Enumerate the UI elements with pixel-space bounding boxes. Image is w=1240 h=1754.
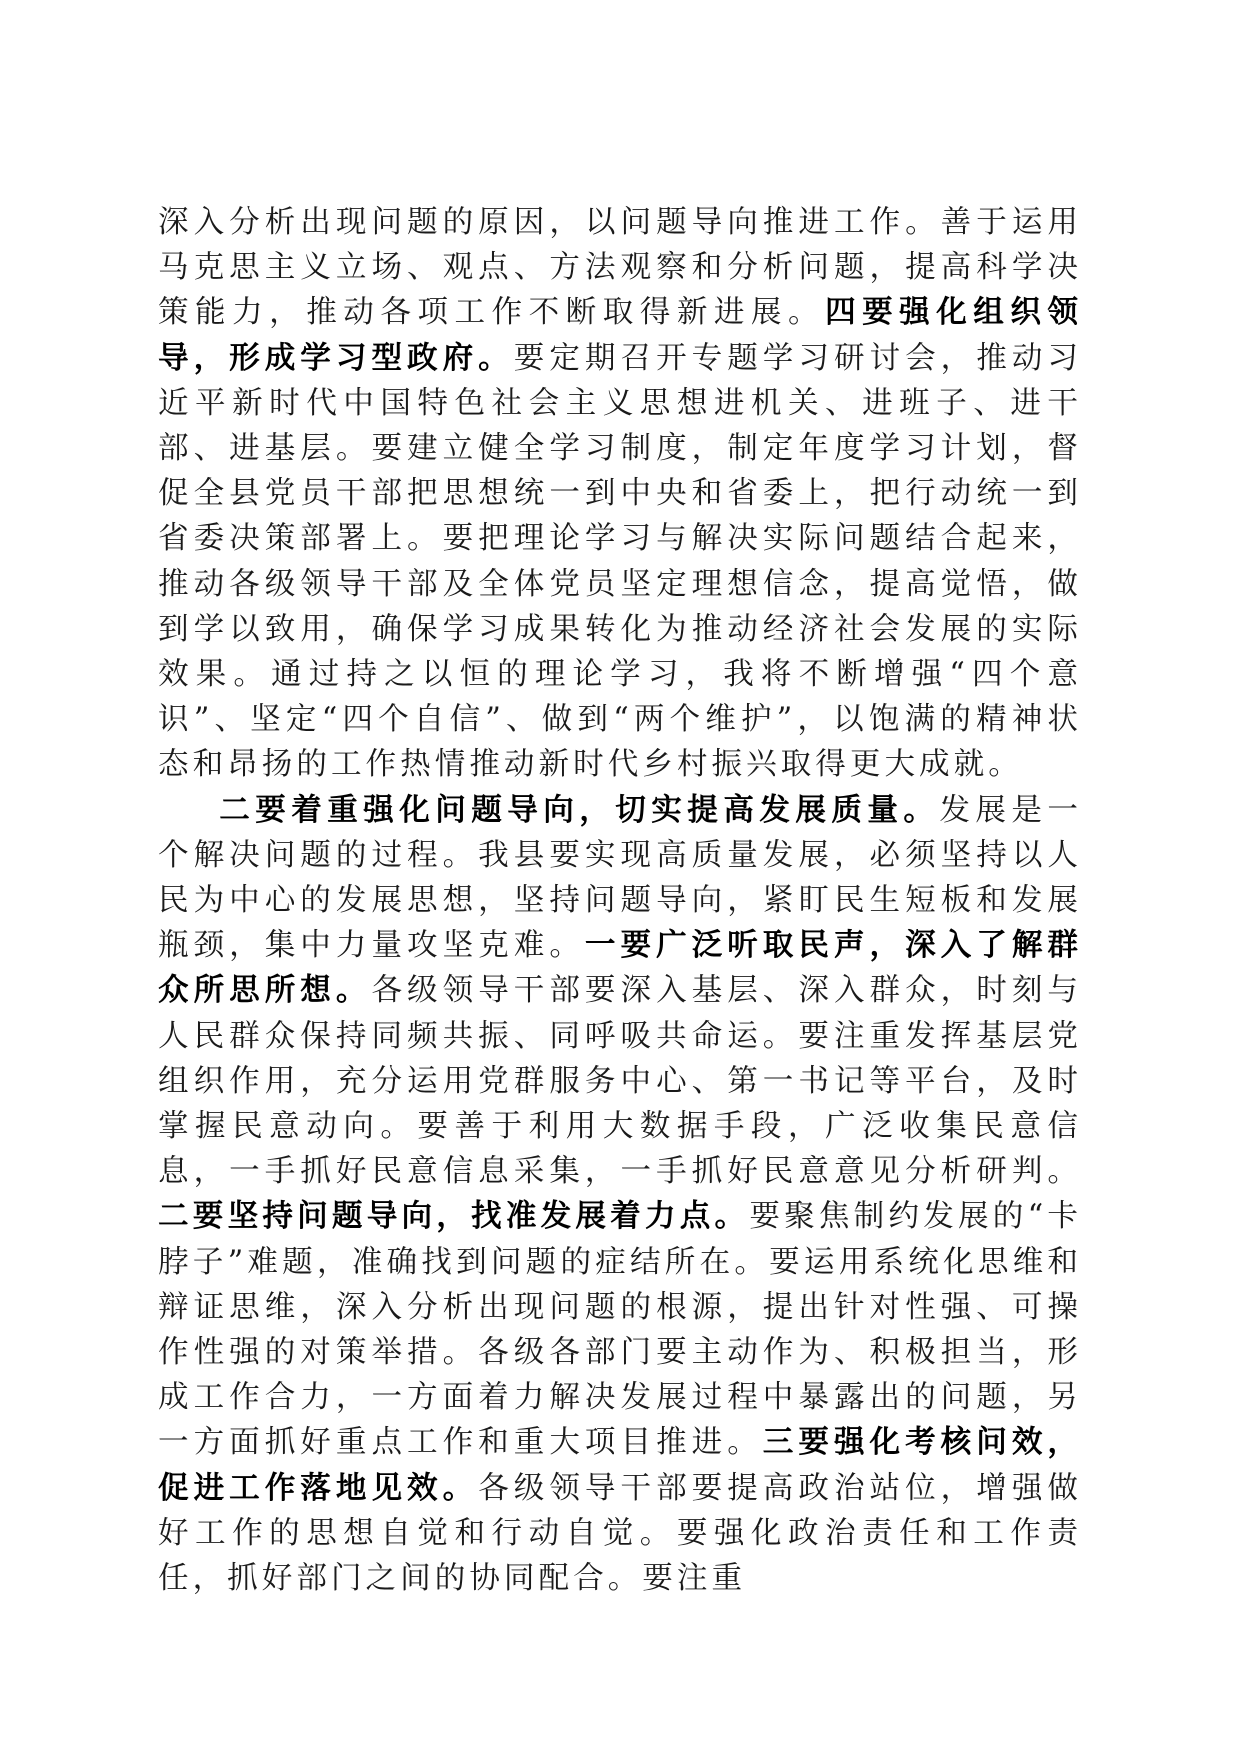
bold-heading: 二要着重强化问题导向，切实提高发展质量。 — [219, 792, 940, 828]
text-segment: 深入分析出现问题的原因，以问题导向推进工作。善于运用马克思主义立场、观点、方法观察和分析问题，提高科学决策能力，推动各项工作不断取得新进展。 — [158, 205, 1082, 331]
bold-heading: 四要强化组织领导，形成学习型政府。 — [158, 295, 1083, 376]
document-body — [158, 200, 1082, 1601]
bold-heading: 二要坚持问题导向，找准发展着力点。 — [158, 1199, 750, 1235]
bold-heading: 三要强化考核问效，促进工作落地见效。 — [158, 1425, 1082, 1506]
text-segment: 发展是一个解决问题的过程。我县要实现高质量发展，必须坚持以人民为中心的发展思想，坚持问题导向，紧盯民生短板和发展瓶颈，集中力量攻坚克难。 — [158, 792, 1083, 964]
text-segment: 要聚焦制约发展的“卡脖子”难题，准确找到问题的症结所在。要运用系统化思维和辩证思维，深入分析出现问题的根源，提出针对性强、可操作性强的对策举措。各级各部门要主动作为、积极担当，形成工作合力，一方面着力解决发展过程中暴露出的问题，另一方面抓好重点工作和重大项目推进。 — [158, 1199, 1082, 1461]
text-segment: 各级领导干部要提高政治站位，增强做好工作的思想自觉和行动自觉。要强化政治责任和工作责任，抓好部门之间的协同配合。要注重 — [158, 1470, 1082, 1597]
bold-heading: 一要广泛听取民声，深入了解群众所思所想。 — [158, 928, 1083, 1009]
text-segment: 各级领导干部要深入基层、深入群众，时刻与人民群众保持同频共振、同呼吸共命运。要注重发挥基层党组织作用，充分运用党群服务中心、第一书记等平台，及时掌握民意动向。要善于利用大数据手段，广泛收集民意信息，一手抓好民意信息采集，一手抓好民意意见分析研判。 — [158, 973, 1083, 1190]
paragraph-section-two — [158, 788, 1082, 1602]
paragraph-continuation — [158, 200, 1082, 788]
text-segment: 要定期召开专题学习研讨会，推动习近平新时代中国特色社会主义思想进机关、进班子、进干部、进基层。要建立健全学习制度，制定年度学习计划，督促全县党员干部把思想统一到中央和省委上，把行动统一到省委决策部署上。要把理论学习与解决实际问题结合起来，推动各级领导干部及全体党员坚定理想信念，提高觉悟，做到学以致用，确保学习成果转化为推动经济社会发展的实际效果。通过持之以恒的理论学习，我将不断增强“四个意识”、坚定“四个自信”、做到“两个维护”，以饱满的精神状态和昂扬的工作热情推动新时代乡村振兴取得更大成就。 — [158, 340, 1083, 783]
